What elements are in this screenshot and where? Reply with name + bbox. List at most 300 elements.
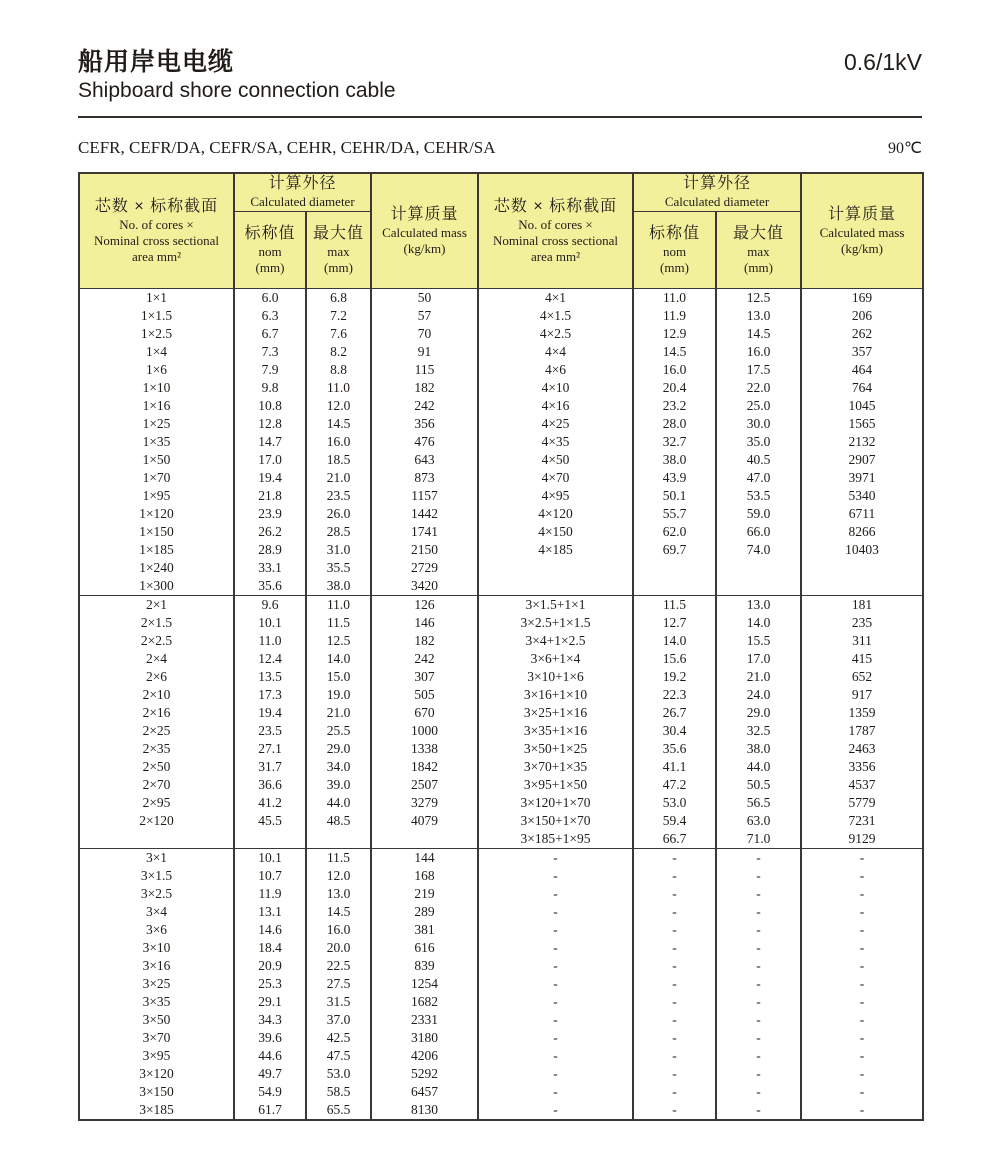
table-row [79, 758, 923, 776]
value-cell: 3420 [371, 577, 478, 596]
value-cell: 11.0 [633, 288, 716, 307]
value-cell: 70 [371, 325, 478, 343]
value-cell: 12.0 [306, 397, 371, 415]
value-cell: 12.7 [633, 614, 716, 632]
value-cell: 29.0 [306, 740, 371, 758]
spec-table-header [79, 173, 923, 288]
spec-cell: - [478, 939, 633, 957]
value-cell: 2132 [801, 433, 923, 451]
value-cell: 643 [371, 451, 478, 469]
value-cell: 3971 [801, 469, 923, 487]
value-cell: 13.0 [716, 595, 801, 614]
value-cell: 11.5 [633, 595, 716, 614]
value-cell: - [801, 975, 923, 993]
value-cell: 5292 [371, 1065, 478, 1083]
spec-cell: 3×120 [79, 1065, 234, 1083]
value-cell: 182 [371, 632, 478, 650]
value-cell: - [716, 921, 801, 939]
spec-cell: 3×35 [79, 993, 234, 1011]
value-cell: - [716, 1011, 801, 1029]
value-cell: - [633, 993, 716, 1011]
spec-cell: 4×1 [478, 288, 633, 307]
value-cell: 25.5 [306, 722, 371, 740]
spec-cell: 1×6 [79, 361, 234, 379]
value-cell: 21.0 [716, 668, 801, 686]
value-cell: 39.0 [306, 776, 371, 794]
value-cell: - [801, 867, 923, 885]
value-cell: 10.8 [234, 397, 306, 415]
value-cell: 1045 [801, 397, 923, 415]
table-row [79, 343, 923, 361]
value-cell: 206 [801, 307, 923, 325]
value-cell: 19.4 [234, 704, 306, 722]
value-cell: 50.1 [633, 487, 716, 505]
value-cell: 45.5 [234, 812, 306, 830]
value-cell: 28.0 [633, 415, 716, 433]
value-cell: 22.3 [633, 686, 716, 704]
value-cell: 15.5 [716, 632, 801, 650]
spec-cell: 3×1.5+1×1 [478, 595, 633, 614]
value-cell: 14.7 [234, 433, 306, 451]
value-cell: 50 [371, 288, 478, 307]
value-cell: 38.0 [633, 451, 716, 469]
header-mass-left: 计算质量 Calculated mass (kg/km) [371, 173, 478, 288]
table-row [79, 433, 923, 451]
table-row [79, 776, 923, 794]
value-cell: - [801, 993, 923, 1011]
spec-cell: 3×25+1×16 [478, 704, 633, 722]
spec-cell: - [478, 1083, 633, 1101]
value-cell: 6.0 [234, 288, 306, 307]
value-cell: 7.2 [306, 307, 371, 325]
spec-cell: - [478, 1101, 633, 1120]
spec-cell: 1×150 [79, 523, 234, 541]
value-cell: 16.0 [306, 921, 371, 939]
value-cell: 47.5 [306, 1047, 371, 1065]
value-cell: 43.9 [633, 469, 716, 487]
spec-cell: 3×4+1×2.5 [478, 632, 633, 650]
table-section-3 [79, 848, 923, 1120]
value-cell: 1741 [371, 523, 478, 541]
value-cell: 415 [801, 650, 923, 668]
value-cell: 1338 [371, 740, 478, 758]
value-cell: 11.5 [306, 848, 371, 867]
spec-cell: 1×1 [79, 288, 234, 307]
spec-cell: 4×185 [478, 541, 633, 559]
spec-cell: - [478, 957, 633, 975]
value-cell: - [633, 957, 716, 975]
spec-cell: - [478, 1065, 633, 1083]
value-cell [306, 830, 371, 849]
value-cell [633, 577, 716, 596]
value-cell: 1565 [801, 415, 923, 433]
value-cell: 37.0 [306, 1011, 371, 1029]
table-row [79, 686, 923, 704]
value-cell: 14.6 [234, 921, 306, 939]
value-cell: 4537 [801, 776, 923, 794]
spec-cell: 4×70 [478, 469, 633, 487]
table-row [79, 1047, 923, 1065]
value-cell: 2907 [801, 451, 923, 469]
value-cell: 31.7 [234, 758, 306, 776]
value-cell: 66.7 [633, 830, 716, 849]
value-cell: 616 [371, 939, 478, 957]
spec-cell: 1×300 [79, 577, 234, 596]
spec-cell: 4×120 [478, 505, 633, 523]
spec-cell: 2×10 [79, 686, 234, 704]
table-row [79, 957, 923, 975]
spec-cell: - [478, 848, 633, 867]
value-cell: - [801, 903, 923, 921]
value-cell: 16.0 [716, 343, 801, 361]
value-cell: 18.4 [234, 939, 306, 957]
value-cell [716, 559, 801, 577]
value-cell: 20.0 [306, 939, 371, 957]
value-cell: 1157 [371, 487, 478, 505]
table-row [79, 830, 923, 849]
table-row [79, 722, 923, 740]
value-cell: 242 [371, 650, 478, 668]
value-cell: - [801, 1047, 923, 1065]
value-cell: 12.8 [234, 415, 306, 433]
spec-cell: 3×2.5 [79, 885, 234, 903]
value-cell: 29.0 [716, 704, 801, 722]
value-cell: 9.6 [234, 595, 306, 614]
spec-cell: 3×4 [79, 903, 234, 921]
model-list: CEFR, CEFR/DA, CEFR/SA, CEHR, CEHR/DA, CEHR/SA [78, 138, 496, 157]
table-row [79, 451, 923, 469]
value-cell: 356 [371, 415, 478, 433]
value-cell: 8.8 [306, 361, 371, 379]
spec-cell: 1×120 [79, 505, 234, 523]
value-cell: 26.7 [633, 704, 716, 722]
page-title-zh: 船用岸电电缆 [78, 48, 235, 76]
value-cell: - [633, 1047, 716, 1065]
spec-cell: 3×1 [79, 848, 234, 867]
value-cell: 652 [801, 668, 923, 686]
value-cell: 357 [801, 343, 923, 361]
spec-cell: 4×50 [478, 451, 633, 469]
value-cell: 38.0 [306, 577, 371, 596]
value-cell: - [801, 1083, 923, 1101]
value-cell: - [716, 993, 801, 1011]
value-cell: 58.5 [306, 1083, 371, 1101]
spec-cell: 3×150+1×70 [478, 812, 633, 830]
spec-cell: 3×6+1×4 [478, 650, 633, 668]
value-cell: 62.0 [633, 523, 716, 541]
spec-cell: 1×1.5 [79, 307, 234, 325]
header-cores-left: 芯数 × 标称截面 No. of cores × Nominal cross sectional area mm² [79, 173, 234, 288]
header-nom-left: 标称值 nom (mm) [234, 211, 306, 288]
value-cell: 476 [371, 433, 478, 451]
value-cell: 36.6 [234, 776, 306, 794]
value-cell: 7231 [801, 812, 923, 830]
value-cell: 311 [801, 632, 923, 650]
spec-cell: 4×10 [478, 379, 633, 397]
value-cell: 17.3 [234, 686, 306, 704]
voltage-rating: 0.6/1kV [844, 49, 922, 75]
value-cell: - [716, 885, 801, 903]
value-cell: 1682 [371, 993, 478, 1011]
value-cell: 54.9 [234, 1083, 306, 1101]
value-cell: - [801, 1011, 923, 1029]
value-cell: - [716, 1083, 801, 1101]
value-cell: 764 [801, 379, 923, 397]
spec-cell: 2×1.5 [79, 614, 234, 632]
value-cell: 242 [371, 397, 478, 415]
value-cell: 42.5 [306, 1029, 371, 1047]
value-cell: 11.0 [306, 379, 371, 397]
spec-cell: 3×16 [79, 957, 234, 975]
value-cell: - [801, 1101, 923, 1120]
value-cell: - [716, 957, 801, 975]
spec-cell: 4×6 [478, 361, 633, 379]
value-cell: 8.2 [306, 343, 371, 361]
value-cell: - [633, 903, 716, 921]
value-cell: - [716, 1029, 801, 1047]
value-cell: 7.6 [306, 325, 371, 343]
value-cell: 8266 [801, 523, 923, 541]
value-cell: - [801, 1065, 923, 1083]
value-cell: 6.7 [234, 325, 306, 343]
value-cell: - [633, 1029, 716, 1047]
spec-cell: 4×95 [478, 487, 633, 505]
table-row [79, 1029, 923, 1047]
spec-cell: 1×185 [79, 541, 234, 559]
table-row [79, 595, 923, 614]
value-cell: 17.5 [716, 361, 801, 379]
value-cell: 59.0 [716, 505, 801, 523]
spec-cell: 1×25 [79, 415, 234, 433]
table-row [79, 848, 923, 867]
value-cell: 19.2 [633, 668, 716, 686]
spec-cell: 4×16 [478, 397, 633, 415]
spec-cell: 2×50 [79, 758, 234, 776]
table-row [79, 885, 923, 903]
value-cell: 381 [371, 921, 478, 939]
spec-table [78, 172, 924, 1121]
models-row [78, 138, 922, 160]
value-cell: 47.0 [716, 469, 801, 487]
value-cell: 6.3 [234, 307, 306, 325]
spec-cell: 3×6 [79, 921, 234, 939]
value-cell: 57 [371, 307, 478, 325]
value-cell: - [633, 1083, 716, 1101]
page-title-en: Shipboard shore connection cable [78, 79, 396, 102]
value-cell: 41.1 [633, 758, 716, 776]
value-cell: 55.7 [633, 505, 716, 523]
value-cell: 917 [801, 686, 923, 704]
value-cell: 25.0 [716, 397, 801, 415]
value-cell: 144 [371, 848, 478, 867]
value-cell: 32.5 [716, 722, 801, 740]
value-cell: 26.2 [234, 523, 306, 541]
table-row [79, 939, 923, 957]
value-cell: 12.9 [633, 325, 716, 343]
value-cell: 307 [371, 668, 478, 686]
value-cell: 11.0 [234, 632, 306, 650]
table-row [79, 505, 923, 523]
value-cell: - [716, 939, 801, 957]
value-cell: 59.4 [633, 812, 716, 830]
table-row [79, 1011, 923, 1029]
value-cell: 9.8 [234, 379, 306, 397]
table-row [79, 559, 923, 577]
value-cell: 19.0 [306, 686, 371, 704]
spec-cell: 4×2.5 [478, 325, 633, 343]
value-cell: 6711 [801, 505, 923, 523]
value-cell: 2507 [371, 776, 478, 794]
value-cell: - [633, 885, 716, 903]
value-cell [371, 830, 478, 849]
value-cell: - [716, 1065, 801, 1083]
value-cell: 27.1 [234, 740, 306, 758]
spec-cell [79, 830, 234, 849]
spec-cell: 1×50 [79, 451, 234, 469]
value-cell: - [633, 975, 716, 993]
value-cell: 44.0 [716, 758, 801, 776]
value-cell: 2150 [371, 541, 478, 559]
value-cell: 115 [371, 361, 478, 379]
value-cell [801, 577, 923, 596]
table-row [79, 1101, 923, 1120]
value-cell: 7.3 [234, 343, 306, 361]
spec-cell: - [478, 993, 633, 1011]
value-cell: 12.4 [234, 650, 306, 668]
spec-cell: 4×150 [478, 523, 633, 541]
value-cell: 464 [801, 361, 923, 379]
value-cell: - [633, 921, 716, 939]
value-cell: - [801, 885, 923, 903]
value-cell: 22.0 [716, 379, 801, 397]
value-cell: - [716, 975, 801, 993]
value-cell: 873 [371, 469, 478, 487]
spec-cell: 3×185 [79, 1101, 234, 1120]
value-cell: 8130 [371, 1101, 478, 1120]
value-cell: 262 [801, 325, 923, 343]
value-cell: 169 [801, 288, 923, 307]
spec-cell: 3×25 [79, 975, 234, 993]
header-divider [78, 116, 922, 118]
value-cell: 22.5 [306, 957, 371, 975]
spec-cell: 2×25 [79, 722, 234, 740]
value-cell [633, 559, 716, 577]
table-row [79, 415, 923, 433]
value-cell: 1842 [371, 758, 478, 776]
value-cell: 34.0 [306, 758, 371, 776]
value-cell: 14.5 [716, 325, 801, 343]
spec-cell: - [478, 975, 633, 993]
table-row [79, 487, 923, 505]
value-cell: 2729 [371, 559, 478, 577]
value-cell: 839 [371, 957, 478, 975]
value-cell: - [633, 1011, 716, 1029]
spec-cell [478, 577, 633, 596]
table-row [79, 577, 923, 596]
value-cell: 48.5 [306, 812, 371, 830]
value-cell [234, 830, 306, 849]
table-row [79, 975, 923, 993]
value-cell: 505 [371, 686, 478, 704]
table-section-2 [79, 595, 923, 848]
spec-cell: 3×95+1×50 [478, 776, 633, 794]
table-row [79, 812, 923, 830]
temperature-rating: 90℃ [888, 140, 922, 157]
value-cell: 9129 [801, 830, 923, 849]
value-cell: 23.2 [633, 397, 716, 415]
value-cell: 41.2 [234, 794, 306, 812]
title-row [78, 46, 922, 78]
value-cell: 289 [371, 903, 478, 921]
value-cell: 21.0 [306, 469, 371, 487]
spec-cell: 3×1.5 [79, 867, 234, 885]
value-cell: 35.6 [633, 740, 716, 758]
value-cell: 17.0 [716, 650, 801, 668]
value-cell: 14.5 [633, 343, 716, 361]
value-cell: 69.7 [633, 541, 716, 559]
spec-cell: 3×120+1×70 [478, 794, 633, 812]
value-cell: 14.0 [633, 632, 716, 650]
value-cell: 1442 [371, 505, 478, 523]
value-cell: - [716, 1101, 801, 1120]
table-row [79, 921, 923, 939]
spec-cell: - [478, 1029, 633, 1047]
spec-cell: 1×2.5 [79, 325, 234, 343]
value-cell: 1359 [801, 704, 923, 722]
value-cell: 10.1 [234, 614, 306, 632]
value-cell: 20.4 [633, 379, 716, 397]
value-cell: 17.0 [234, 451, 306, 469]
value-cell: - [633, 939, 716, 957]
spec-cell: - [478, 1047, 633, 1065]
value-cell: 10403 [801, 541, 923, 559]
value-cell: 19.4 [234, 469, 306, 487]
value-cell: - [633, 1101, 716, 1120]
value-cell: - [633, 867, 716, 885]
spec-cell: 4×4 [478, 343, 633, 361]
value-cell: 27.5 [306, 975, 371, 993]
table-row [79, 614, 923, 632]
spec-cell: 3×70 [79, 1029, 234, 1047]
value-cell: 31.5 [306, 993, 371, 1011]
value-cell: 12.0 [306, 867, 371, 885]
value-cell: 1254 [371, 975, 478, 993]
value-cell: 5779 [801, 794, 923, 812]
table-section-1 [79, 288, 923, 595]
value-cell: - [716, 1047, 801, 1065]
value-cell: 6457 [371, 1083, 478, 1101]
table-row [79, 325, 923, 343]
spec-cell: 4×35 [478, 433, 633, 451]
value-cell: 32.7 [633, 433, 716, 451]
value-cell: 35.6 [234, 577, 306, 596]
value-cell: 53.0 [633, 794, 716, 812]
header-diameter-right: 计算外径 Calculated diameter [633, 173, 801, 211]
table-row [79, 903, 923, 921]
spec-cell: 3×70+1×35 [478, 758, 633, 776]
table-row [79, 650, 923, 668]
header-nom-right: 标称值 nom (mm) [633, 211, 716, 288]
value-cell: 16.0 [633, 361, 716, 379]
value-cell: 21.0 [306, 704, 371, 722]
spec-cell: 2×70 [79, 776, 234, 794]
value-cell: 670 [371, 704, 478, 722]
value-cell: 56.5 [716, 794, 801, 812]
header-cores-right: 芯数 × 标称截面 No. of cores × Nominal cross sectional area mm² [478, 173, 633, 288]
value-cell: 23.5 [306, 487, 371, 505]
value-cell: 3180 [371, 1029, 478, 1047]
value-cell: 53.0 [306, 1065, 371, 1083]
